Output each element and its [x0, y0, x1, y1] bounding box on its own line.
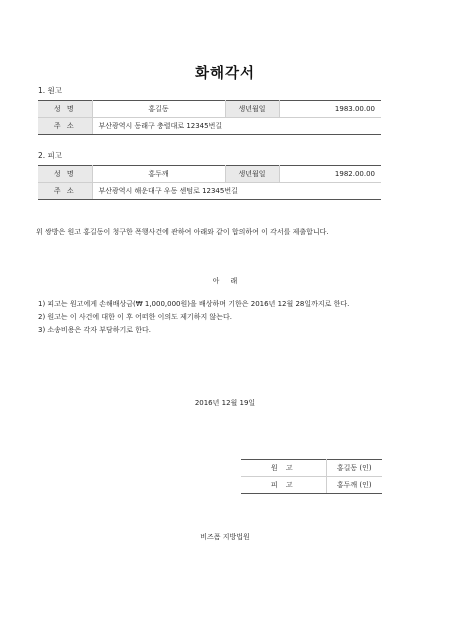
- table-row: [38, 118, 381, 135]
- table-row: [38, 166, 381, 183]
- table-row: [38, 183, 381, 200]
- section-heading: 아 래: [212, 277, 238, 285]
- name-label: 성 명: [38, 166, 92, 183]
- defendant-name: 홍두깨: [92, 166, 225, 183]
- dob-label: 생년월일: [225, 166, 279, 183]
- defendant-section-label: 2. 피고: [38, 151, 63, 160]
- plaintiff-name: 홍길동: [92, 101, 225, 118]
- term-2: 2) 원고는 이 사건에 대한 이 후 어떠한 이의도 제기하지 않는다.: [38, 313, 232, 321]
- signature-table: [241, 459, 382, 494]
- table-row: [38, 101, 381, 118]
- signature-name: 홍길동 (인): [326, 460, 382, 477]
- defendant-dob: 1982.00.00: [279, 166, 381, 183]
- document-title: 화해각서: [194, 66, 256, 82]
- plaintiff-address: 부산광역시 동래구 충렬대로 12345번길: [92, 118, 381, 135]
- table-row: [241, 477, 382, 494]
- defendant-address: 부산광역시 해운대구 우동 센텀로 12345번길: [92, 183, 381, 200]
- plaintiff-table: [38, 100, 381, 135]
- dob-label: 생년월일: [225, 101, 279, 118]
- table-row: [241, 460, 382, 477]
- defendant-table: [38, 165, 381, 200]
- plaintiff-dob: 1983.00.00: [279, 101, 381, 118]
- signature-role: 원 고: [241, 460, 326, 477]
- address-label: 주 소: [38, 118, 92, 135]
- signature-role: 피 고: [241, 477, 326, 494]
- intro-paragraph: 위 쌍방은 원고 홍길동이 청구한 폭행사건에 관하여 아래와 같이 합의하여 이 각서를 제출합니다.: [36, 228, 329, 236]
- term-1: 1) 피고는 원고에게 손해배상금(₩ 1,000,000원)을 배상하며 기한은 2016년 12월 28일까지로 한다.: [38, 300, 350, 308]
- address-label: 주 소: [38, 183, 92, 200]
- signature-name: 홍두깨 (인): [326, 477, 382, 494]
- court-name: 비즈폼 지방법원: [200, 533, 250, 541]
- name-label: 성 명: [38, 101, 92, 118]
- plaintiff-section-label: 1. 원고: [38, 86, 63, 95]
- term-3: 3) 소송비용은 각자 부담하기로 한다.: [38, 326, 151, 334]
- document-date: 2016년 12월 19일: [194, 399, 256, 407]
